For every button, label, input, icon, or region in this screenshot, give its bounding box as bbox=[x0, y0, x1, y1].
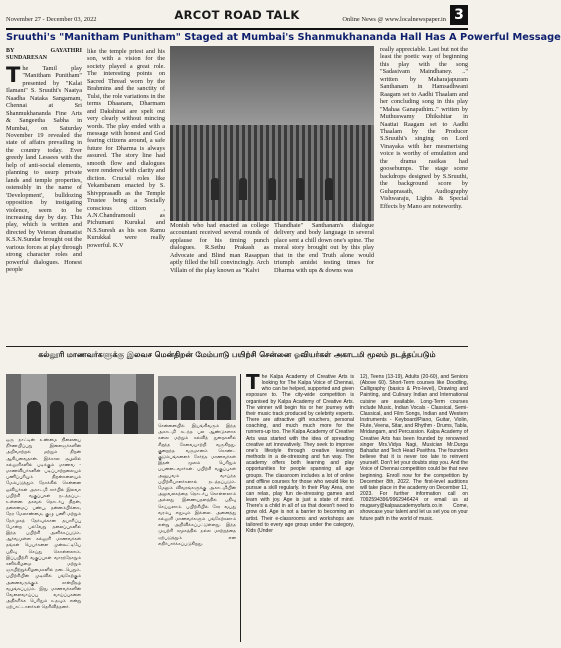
stage-photo bbox=[170, 46, 374, 221]
tamil-text-1: ஒரு நாட்டின் உண்மை நிலையை நிர்ணயிப்பது இளைஞர்களின் அறிவாற்றல் மற்றும் திறன் ஆகியவைதான். இக்கால சூழலில் கல்லூரிகளில் படிக்கும் மாணவ - மாணவியர்களின் படிப்பாற்றலையும் பணிப்புரியும் திறன்களையும் மேம்படுத்தும் நோக்கில் சென்னை ஓவியர்கள் அகாடமி சார்பில் இலவச பயிற்சி வகுப்புகள் நடத்தப்பட உள்ளன. தகவல் தொடர்பு திறன், தலைமைப் பண்பு, தன்னம்பிக்கை, நேர மேலாண்மை, குழு பணி மற்றும் நேர்முகத் தேர்வுக்கான தயாரிப்பு போன்ற பல்வேறு தலைப்புகளில் இந்த பயிற்சி அளிக்கப்படும். ஆர்வமுள்ள கல்லூரி மாணவர்கள் தங்கள் பெயர்களை முன்கூட்டியே பதிவு செய்து கொள்ளலாம். இப்பயிற்சி வகுப்புகள் வாரந்தோறும் சனிக்கிழமை மற்றும் ஞாயிற்றுக்கிழமைகளில் நடைபெறும். பயிற்சியின் முடிவில் பங்கேற்கும் அனைவருக்கும் சான்றிதழ் வழங்கப்படும். இது மாணவர்களின் வேலைவாய்ப்பு வாய்ப்புகளை அதிகரிக்க பெரிதும் உதவும் என்று ஏற்பாட்டாளர்கள் தெரிவித்தனர். bbox=[6, 438, 81, 611]
article-column-2 bbox=[87, 48, 165, 249]
online-link[interactable]: Online News @ www.localnewspaper.in bbox=[342, 16, 446, 23]
academy-text-1: he Kalpa Academy of Creative Arts is looking for The Kalpa Voice of Chennai, who can be helped, supported and given exposure to. The city-wide competition is organised by Kalpa Academy of Creative Arts. The winner will begin his or her journey with their music track produced by celebrity experts. There are attractive gift vouchers, personal coaching, and much much more for the runners-up too. The Kalpa Academy of Creative Arts was started with the idea of spreading creative art innovatively. They seek to improve one's lifestyle through creative learning methods in a de-stressing and fun way. The academy offers both learning and play opportunities for people spanning all age groups. The classroom includes a lot of online and offline courses for those who would like to pursue a skill regularly. In their Play Area, one can relax, play fun de-stressing games and learn with joy. Age is just a state of mind. There's a child in all of us that doesn't need to grow old. Age is not a barrier to becoming an artist. Their e-classrooms and workshops are tailored to every age group under the category, Kids (Under bbox=[246, 374, 354, 534]
byline: BY GAYATHRI SUNDARESAN bbox=[6, 48, 82, 62]
academy-column-1 bbox=[246, 370, 354, 642]
dropcap: T bbox=[6, 62, 21, 87]
article-text-5: really appreciable. Last but not the least the poetic way of beginning this play with the song "Sadasivam Maindhaney. .." written by Maharajapuram Santhanam in Hamsadhwani Raagam set to Aadhi Thaalam and her concluding song in this play "Mahaa Ganapathim.." written by Muthuswamy Dhikshitar in Naattai Raagam set to Aadhi Thaalam by the Producer S.Sruuthi's singing on Lord Vinayaka with her mesmerising voice is worthy of emulation and the drama rasikas had goosebumps. The stage scene backdrops designed by S.Sruuthi, the background score by Guhaprasath, Audiography Vishwaraju, Lights & Special Effects by Mano are noteworthy. bbox=[380, 46, 468, 210]
article-text-3: Monish who had enacted as college accountant received several rounds of applause for his timing punch dialogues. R.Sethu Prakash as Advocate and Blind man Rasappan aptly filled the bill convincingly. Arch Villain of the play known as "Kalvi bbox=[170, 222, 269, 274]
article-text-2: like the temple priest and his son, with a vision for the society played a great role. The interesting points on Sacred Thread worn by the Brahmins and the sanctity of Tulsi, the role variations in the terms Dhaanam, Dharmam and Dakshinai are spelt out very clearly without mincing words. The play ended with a message with honest and God fearing citizens around, a safe future for Dharma is always assured. The story line had smooth flow and dialogues were rendered with clarity and diction. Crucial roles like Yekambaram enacted by S. Shivpprasadh as the Temple Trustee being a Socially conscious citizen , A.N.Chandramouli as Pichumani Kurukal and N.S.Suresh as his son Ramu Kurukkal were really powerful. K.V bbox=[87, 48, 165, 249]
tamil-group-photo bbox=[158, 376, 236, 420]
page-number: 3 bbox=[450, 5, 468, 25]
article-text-1: he Tamil play "Manitham Punitham" presented by "Kalai Ilamani" S. Sruuthi's Naatya Naadha Nataka Sangamam, Chennai at Sri Shanmukhananda Fine Arts & Sangeetha Sabha in Mumbai, on Saturday November 19 revealed the state of affairs prevailing in the country today. Ever greedy land Lessees with the help of anti-social elements, planning to usurp private lands and temple properties, ostensibly in the name of 'Development', bulldozing opposition by instigating violence, seem to be increasing day by day. This play, which is written and directed by Veteran dramatist K.S.N.Sundar brought out the various forces at play through strong character roles and powerful dialogues. Honest people bbox=[6, 64, 82, 274]
masthead bbox=[6, 4, 468, 30]
article-text-4: Thandhaie" Santhanam's dialogue delivery and body language in several place sent a chill down one's spine. The moral story brought out by this play that in the end Truth alone would triumph amidst testing times for Dharma with ups & downs was bbox=[274, 222, 374, 274]
column-divider bbox=[240, 374, 241, 642]
tamil-headline: கல்லூரி மாணவர்களுக்கு இலவச மென்திறன் மேம்பாடு பயிற்சி சென்னை ஓவியர்கள் அகாடமி மூலம் நடத்தப்படும் bbox=[38, 350, 436, 359]
article-headline: Sruuthi's "Manitham Punitham" Staged at Mumbai's Shanmukhananda Hall Has A Powerful Message bbox=[6, 32, 561, 43]
article-column-3 bbox=[170, 222, 269, 274]
tamil-column-1 bbox=[6, 438, 81, 642]
section-divider bbox=[6, 346, 468, 347]
academy-dropcap: T bbox=[246, 370, 260, 394]
tamil-text-2: சென்னையில் இயங்கிவரும் இந்த அகாடமி கடந்த பல ஆண்டுகளாக கலை மற்றும் கல்வித் துறைகளில் சிறந்த சேவையாற்றி வருகிறது. குறைந்த வருமானம் கொண்ட குடும்பங்களைச் சேர்ந்த மாணவர்கள் இதன் மூலம் பெரிதும் பயனடைவார்கள். பயிற்சி வகுப்புகள் அனுபவம் வாய்ந்த பயிற்சியாளர்களால் நடத்தப்படும். மேலும் விவரங்களுக்கு அகாடமியின் அலுவலகத்தை தொடர்பு கொள்ளலாம் அல்லது இணையதளத்தில் பதிவு செய்யலாம். பயிற்சியில் சேர வயது வரம்பு எதுவும் இல்லை. அனைத்து கல்லூரி மாணவர்களும் பங்கேற்கலாம் என்று அறிவிக்கப்பட்டுள்ளது. இந்த முயற்சி சமூகத்தில் நல்ல மாற்றத்தை ஏற்படுத்தும் என எதிர்பார்க்கப்படுகிறது. bbox=[158, 424, 236, 547]
article-column-5 bbox=[380, 46, 468, 210]
tamil-column-2 bbox=[158, 424, 236, 642]
academy-text-2: 12), Teens (13-19), Adults (20-60), and Seniors (Above 60). Short-Term courses like Doodling, Calligraphy (basics & Pro-level), Drawing and Painting, and Culinary Indian and International cuisine are available. Long-Term courses include Music, Indian Vocals - Classical, Semi-Classical, and Film Songs, Indian and Western Instruments - Keyboard/Piano, Guitar, Violin, Flute, Veena, Sitar, and Rhythm - Drums, Tabla, Mridangam, and Percussion. Kalpa Academy of Creative Arts has been founded by renowned singer Mrs.Vidya Nagi, Musician Mr.Durga Bahadur and Tech Head Pavithra. The founders believe that it is never too late to reinvent yourself. Don't let your doubts stop you. And the Voice of Chennai competition could be that new beginning. Enroll now for the competition by December 8th, 2022. The first-level auditions will take place in the academy on December 11, 2023. For further information call on 7092594396/9962946424 or email us at mugavry@kalpaacademyofarts.co.in Come, showcase your talent and let us set you on your future path in the world of music. bbox=[360, 374, 469, 522]
article-column-1 bbox=[6, 48, 82, 274]
academy-column-2 bbox=[360, 374, 468, 642]
issue-date: November 27 - December 03, 2022 bbox=[6, 16, 97, 23]
article-column-4 bbox=[274, 222, 374, 274]
newspaper-title: ARCOT ROAD TALK bbox=[174, 8, 300, 22]
tamil-photo bbox=[6, 374, 154, 434]
